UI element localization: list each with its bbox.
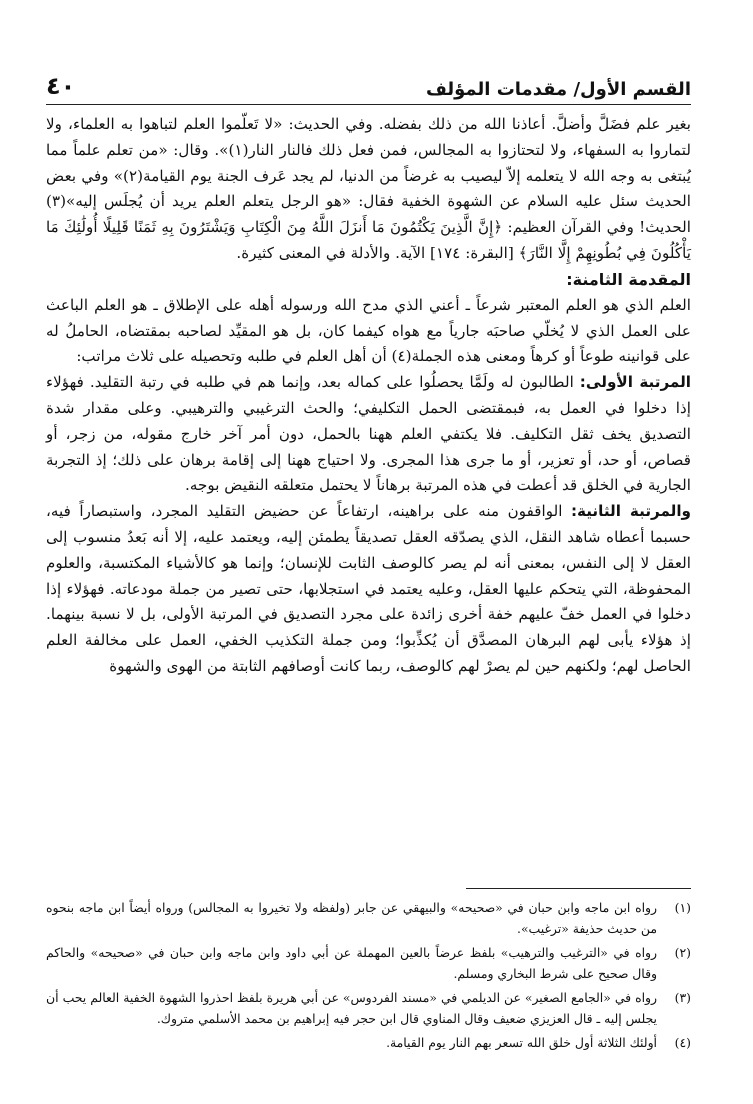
footnote bbox=[46, 943, 691, 984]
footnote-text: رواه في «الترغيب والترهيب» بلفظ عرضاً بالعين المهملة عن أبي داود وابن ماجه وابن حبان في «صحيحه» والحاكم وقال صحيح على شرط البخاري ومسلم. bbox=[46, 945, 657, 981]
paragraph-4-text: الواقفون منه على براهينه، ارتفاعاً عن حضيض التقليد المجرد، واستبصاراً فيه، حسبما أعطاه شاهد النقل، الذي يصدّقه العقل تصديقاً يطمئن إليه، ويعتمد عليه، إلا أنه بَعدُ منسوب إلى العقل لا إلى النفس، بمعنى أنه لم يصر كالوصف الثابت للإنسان؛ وإنما هو كالأشياء المكتسبة، والعلوم المحفوظة، التي يتحكم عليها العقل، وعليه يعتمد في استجلابها، حتى تصير من جملة مودعاته. فهؤلاء إذا دخلوا في العمل خفّ عليهم خفة أخرى زائدة على مجرد التصديق في المرتبة الأولى، بل لا نسبة بينهما. إذ هؤلاء يأبى لهم البرهان المصدَّق أن يُكذِّبوا؛ ومن جملة التكذيب الخفي، العمل على مخالفة العلم الحاصل لهم؛ ولكنهم حين لم يصرْ لهم كالوصف، ربما كانت أوصافهم الثابتة من الهوى والشهوة bbox=[46, 502, 691, 675]
footnote bbox=[46, 1033, 691, 1054]
header-divider bbox=[46, 104, 691, 105]
paragraph-3 bbox=[46, 370, 691, 499]
footnote-text: رواه في «الجامع الصغير» عن الديلمي في «مسند الفردوس» عن أبي هريرة بلفظ احذروا الشهوة الخفية العالم يحب أن يجلس إليه ـ قال العزيزي ضعيف وقال المناوي قال ابن حجر فيه إبراهيم بن محمد الأسلمي متروك. bbox=[46, 990, 657, 1026]
rank-2-label: والمرتبة الثانية: bbox=[570, 502, 691, 521]
page-number: ٤٠ bbox=[46, 72, 76, 100]
footnotes bbox=[46, 898, 691, 1058]
footnote-number: (٢) bbox=[674, 945, 691, 960]
paragraph-1: بغير علم فضَلَّ وأضلَّ. أعاذنا الله من ذلك بفضله. وفي الحديث: «لا تَعلّموا العلم لتباهوا به العلماء، ولا لتماروا به السفهاء، ولا لتحتازوا به المجالس، فمن فعل ذلك فالنار النار(١)». وقال: «من تعلم علماً مما يُبتغى به وجه الله لا يتعلمه إلاّ ليصيب به غرضاً من الدنيا، لم يجد عَرف الجنة يوم القيامة(٢)» وفي بعض الحديث سئل عليه السلام عن الشهوة الخفية فقال: «هو الرجل يتعلم العلم يريد أن يُجلَس إليه»(٣) الحديث! وفي القرآن العظيم: ﴿إِنَّ الَّذِينَ يَكْتُمُونَ مَا أَنزَلَ اللَّهُ مِنَ الْكِتَابِ وَيَشْتَرُونَ بِهِ ثَمَنًا قَلِيلًا أُولَٰئِكَ مَا يَأْكُلُونَ فِي بُطُونِهِمْ إِلَّا النَّارَ﴾ [البقرة: ١٧٤] الآية. والأدلة في المعنى كثيرة. bbox=[46, 115, 692, 262]
paragraph-2: العلم الذي هو العلم المعتبر شرعاً ـ أعني الذي مدح الله ورسوله أهله على الإطلاق ـ هو العلم الباعث على العمل الذي لا يُخلّي صاحبَه جارياً مع هواه كيفما كان، بل هو المقيِّد لصاحبه بمقتضاه، الحاملُ له على قوانينه طوعاً أو كرهاً ومعنى هذه الجملة(٤) أن أهل العلم في طلبه وتحصيله على ثلاث مراتب: bbox=[46, 295, 691, 366]
footnote-number: (٣) bbox=[674, 990, 691, 1005]
footnote-text: أولئك الثلاثة أول خلق الله تسعر بهم النار يوم القيامة. bbox=[386, 1035, 657, 1050]
footnote-number: (٤) bbox=[674, 1035, 691, 1050]
paragraph-4 bbox=[46, 499, 691, 680]
footnote bbox=[46, 988, 691, 1029]
footnote-text: رواه ابن ماجه وابن حبان في «صحيحه» والبيهقي عن جابر (ولفظه ولا تخيروا به المجالس) ورواه أيضاً ابن ماجه بنحوه من حديث حذيفة «ترغيب». bbox=[46, 900, 657, 936]
main-text bbox=[46, 112, 691, 680]
running-title: القسم الأول/ مقدمات المؤلف bbox=[425, 79, 691, 100]
footnote bbox=[46, 898, 691, 939]
paragraph-3-text: الطالبون له ولَمَّا يحصلُوا على كماله بعد، وإنما هم في طلبه في رتبة التقليد. فهؤلاء إذا دخلوا في العمل به، فبمقتضى الحمل التكليفي؛ والحث الترغيبي والترهيبي. وعلى مقدار شدة التصديق يخف ثقل التكليف. فلا يكتفي العلم ههنا بالحمل، دون أمر آخر خارج مقوله، من زجر، أو قصاص، أو حد، أو تعزير، أو ما جرى هذا المجرى. ولا احتياج ههنا إلى إقامة برهان على ذلك؛ إذ التجربة الجارية في الخلق قد أعطت في هذه المرتبة برهاناً لا يحتمل متعلقه النقيض بوجه. bbox=[46, 373, 691, 495]
rank-1-label: المرتبة الأولى: bbox=[579, 373, 691, 392]
page-header bbox=[46, 70, 691, 100]
section-heading: المقدمة الثامنة: bbox=[566, 269, 691, 289]
footnote-divider bbox=[466, 888, 691, 889]
footnote-number: (١) bbox=[674, 900, 691, 915]
